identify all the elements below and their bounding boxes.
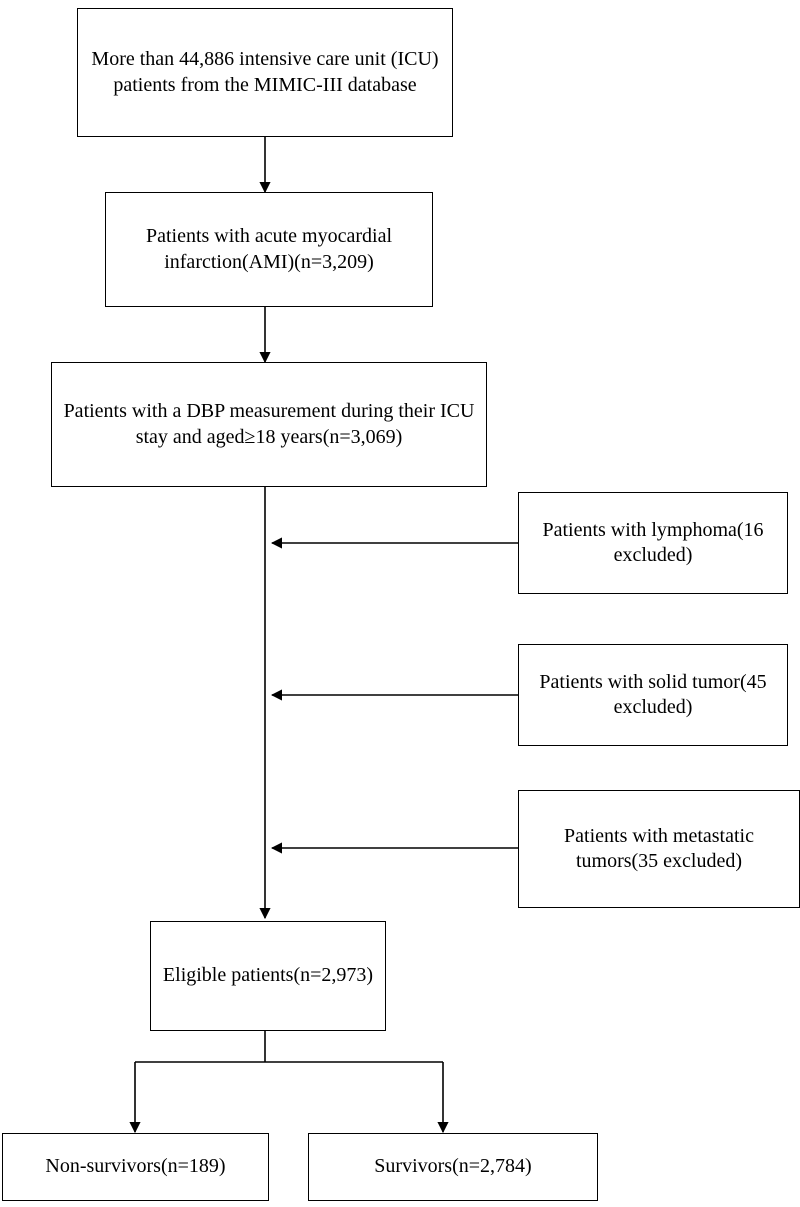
node-source-cohort: [77, 8, 453, 137]
node-survivors: [308, 1133, 598, 1201]
node-exclusion-solid-tumor-label: Patients with solid tumor(45 excluded): [539, 670, 767, 718]
node-exclusion-lymphoma-label: Patients with lymphoma(16 excluded): [542, 518, 764, 566]
node-survivors-label: Survivors(n=2,784): [374, 1155, 532, 1178]
node-dbp-aged-patients-label: Patients with a DBP measurement during their ICU stay and aged≥18 years(n=3,069): [63, 400, 475, 448]
node-ami-patients: [105, 192, 433, 307]
node-eligible-patients: [150, 921, 386, 1031]
node-exclusion-metastatic-tumors: [518, 790, 800, 908]
node-dbp-aged-patients: [51, 362, 487, 487]
node-source-cohort-label: More than 44,886 intensive care unit (ICU) patients from the MIMIC-III database: [91, 48, 439, 96]
node-exclusion-metastatic-tumors-label: Patients with metastatic tumors(35 excluded): [564, 824, 754, 872]
node-exclusion-solid-tumor: [518, 644, 788, 746]
node-non-survivors: [2, 1133, 269, 1201]
node-non-survivors-label: Non-survivors(n=189): [45, 1155, 226, 1178]
node-ami-patients-label: Patients with acute myocardial infarction(AMI)(n=3,209): [145, 225, 393, 273]
node-eligible-patients-label: Eligible patients(n=2,973): [162, 964, 374, 987]
node-exclusion-lymphoma: [518, 492, 788, 594]
